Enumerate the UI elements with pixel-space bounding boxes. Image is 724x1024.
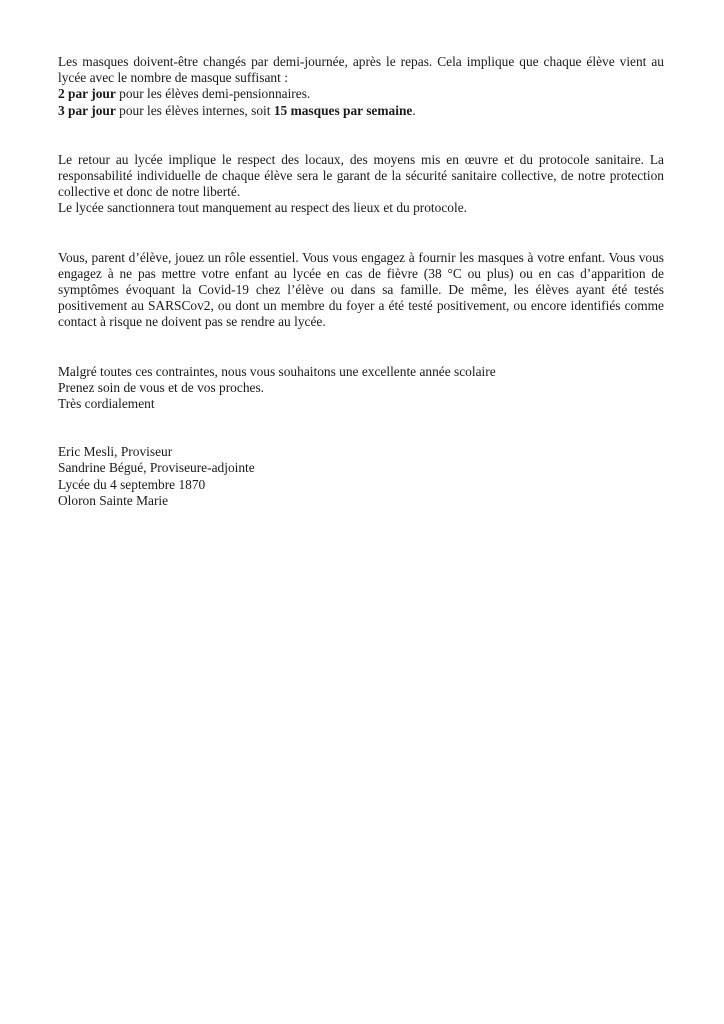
boarders-weekly-count: 15 masques par semaine [273,102,413,118]
return-paragraph: Le retour au lycée implique le respect des locaux, des moyens mis en œuvre et du protocole sanitaire. La responsabilité individuelle de chaque élève sera le garant de la sécurité sanitaire collective, de notre protection collective et donc de notre liberté. [58,151,664,200]
sanction-line: Le lycée sanctionnera tout manquement au respect des lieux et du protocole. [58,200,468,216]
masks-intro-paragraph: Les masques doivent-être changés par demi-journée, après le repas. Cela implique que chaque élève vient au lycée avec le nombre de masque suffisant : [58,54,664,86]
boarders-count: 3 par jour [58,102,116,118]
closing-care: Prenez soin de vous et de vos proches. [58,379,265,395]
half-board-text: pour les élèves demi-pensionnaires. [115,86,311,102]
closing-block [58,364,664,413]
letter-page [58,54,664,509]
signature-deputy: Sandrine Bégué, Proviseure-adjointe [58,460,255,476]
signature-city: Oloron Sainte Marie [58,492,169,508]
boarders-end: . [412,102,416,118]
half-board-count: 2 par jour [58,86,116,102]
closing-regards: Très cordialement [58,396,155,412]
signature-block [58,444,664,509]
half-board-line [58,86,664,102]
signature-principal: Eric Mesli, Proviseur [58,444,173,460]
boarders-line [58,103,664,119]
signature-school: Lycée du 4 septembre 1870 [58,476,206,492]
boarders-text: pour les élèves internes, soit [115,102,274,118]
closing-wishes: Malgré toutes ces contraintes, nous vous souhaitons une excellente année scolaire [58,363,496,379]
parents-paragraph: Vous, parent d’élève, jouez un rôle essentiel. Vous vous engagez à fournir les masques à votre enfant. Vous vous engagez à ne pas mettre votre enfant au lycée en cas de fièvre (38 °C ou plus) ou en cas d’apparition de symptômes évoquant la Covid-19 chez l’élève ou dans sa famille. De même, les élèves ayant été testés positivement au SARSCov2, ou dont un membre du foyer a été testé positivement, ou encore identifiés comme contact à risque ne doivent pas se rendre au lycée. [58,249,664,330]
